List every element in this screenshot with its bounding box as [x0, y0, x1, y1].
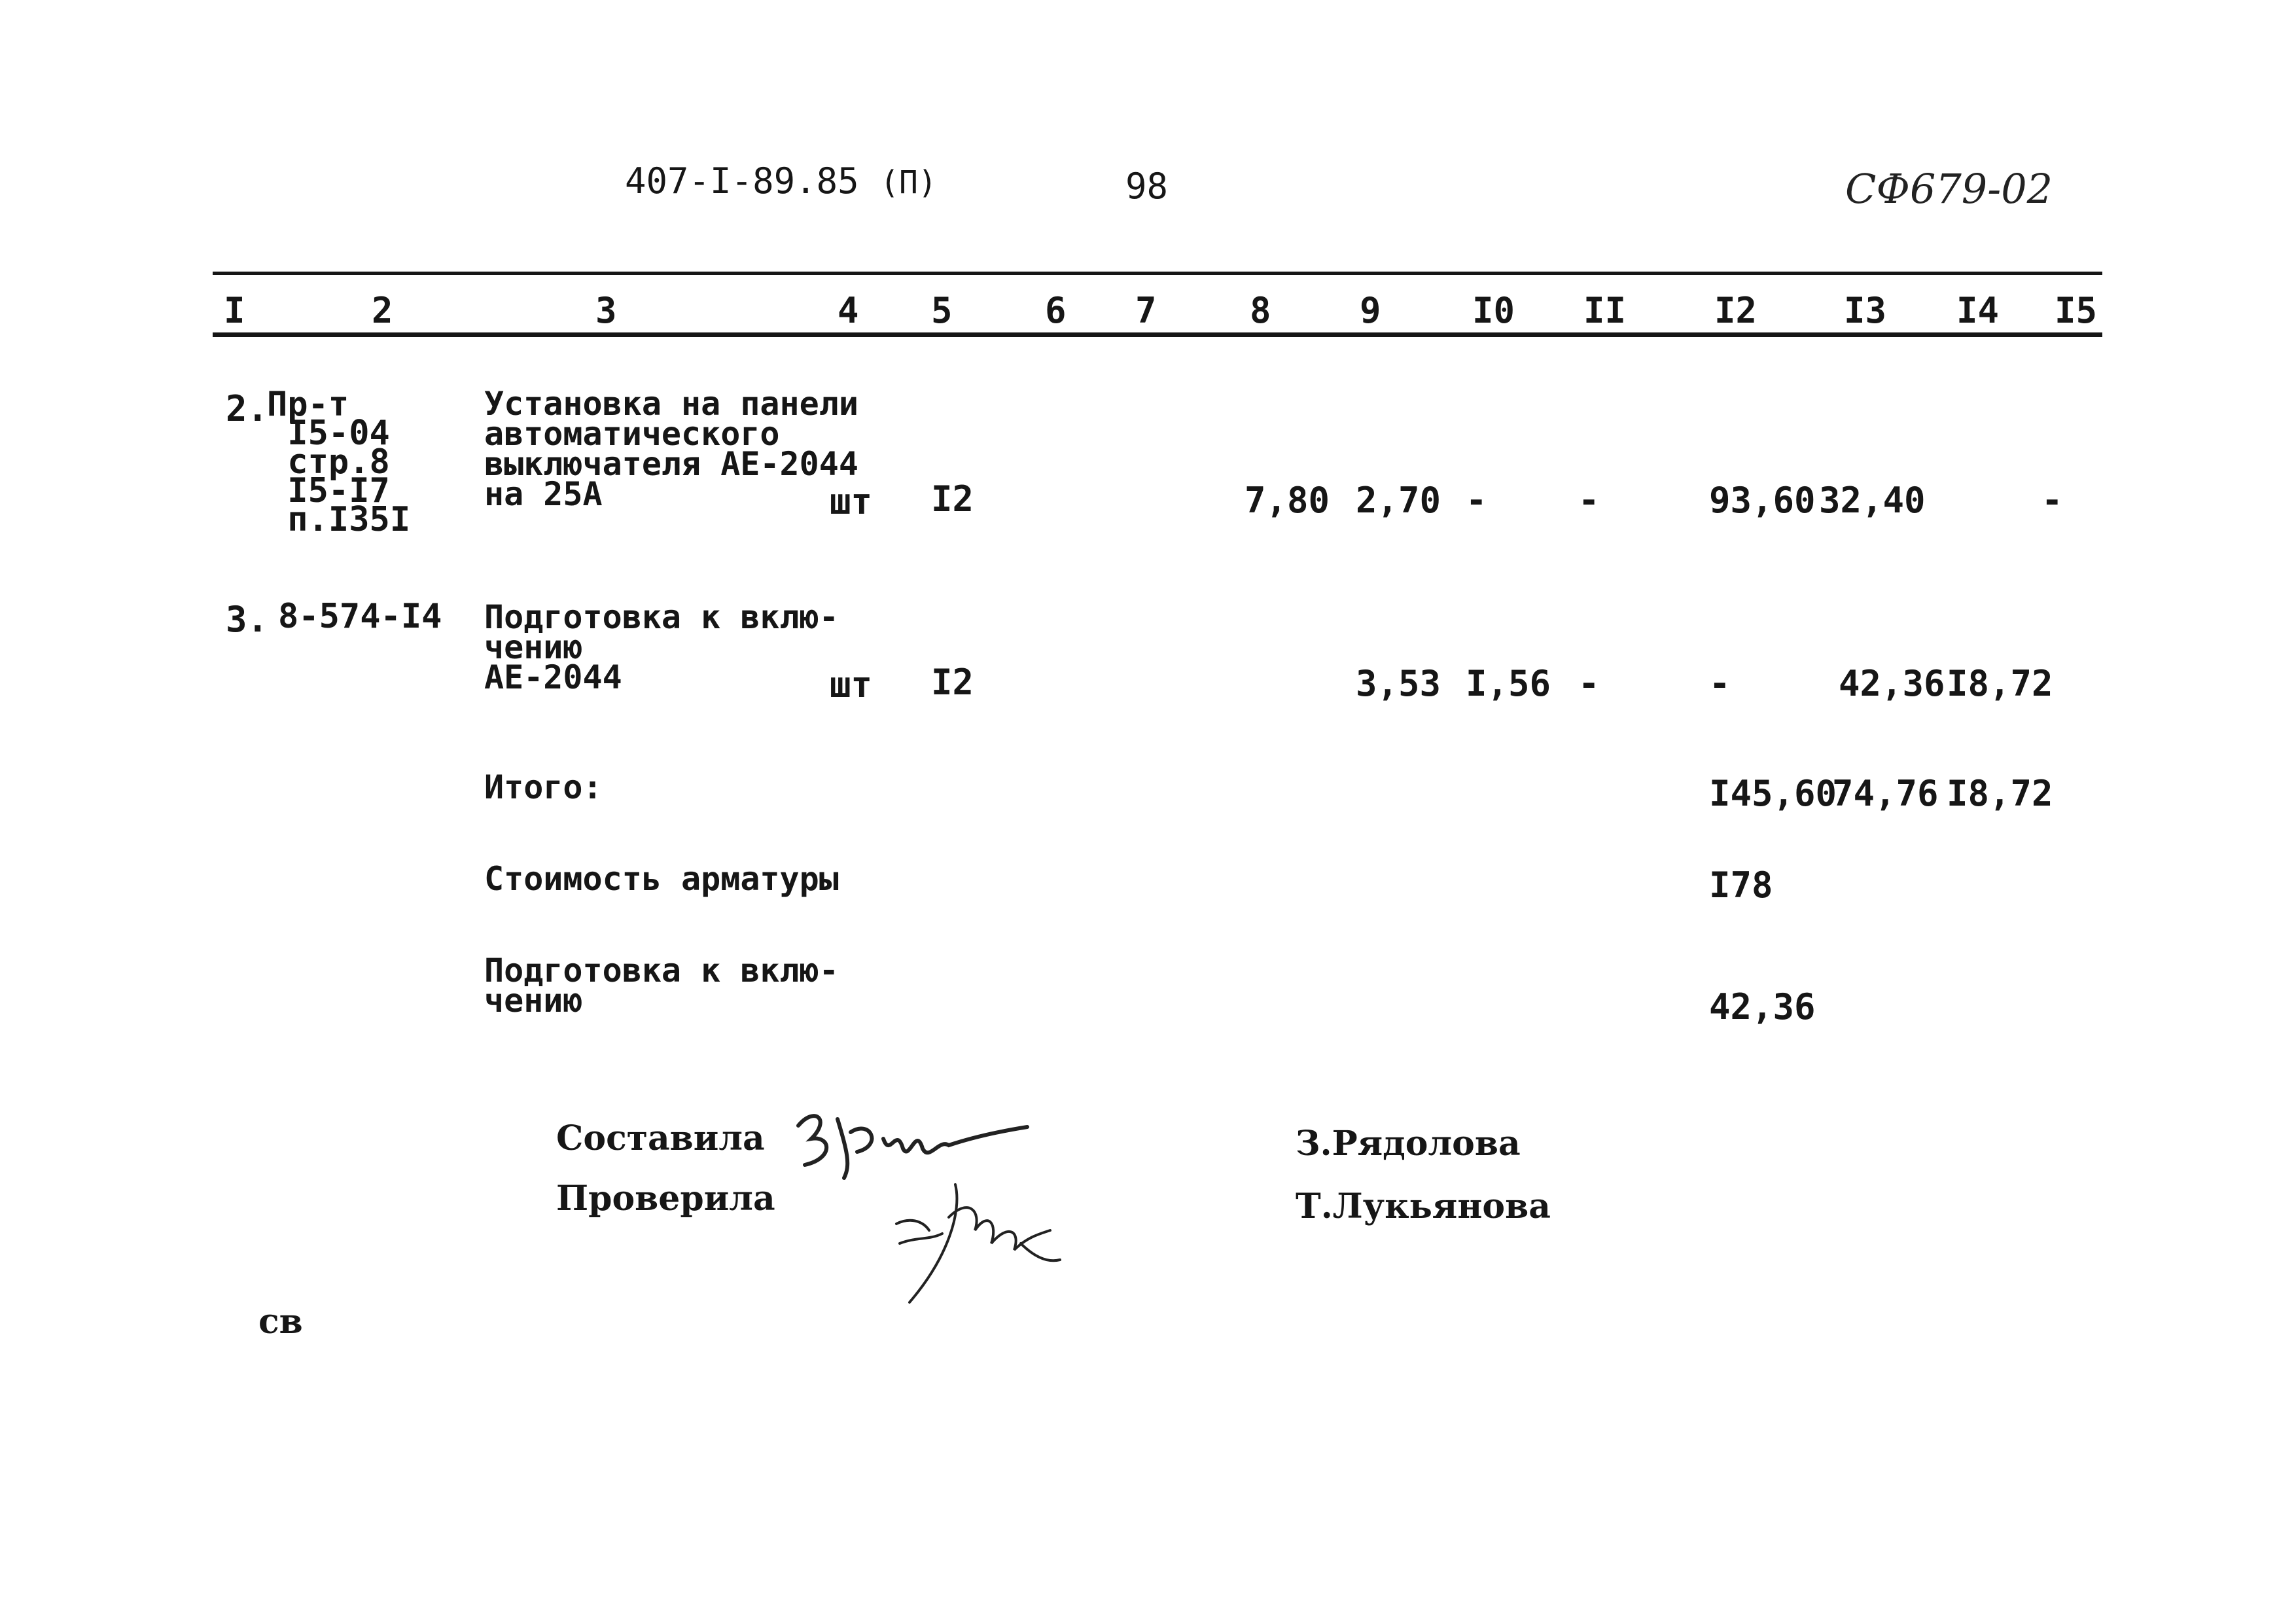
col-num-6: 6 [1045, 290, 1067, 331]
work-description: Подготовка к вклю- чению АЕ-2044 [484, 598, 839, 696]
document-code [625, 160, 937, 202]
col-num-5: 5 [931, 290, 953, 331]
document-code-text: 407-I-89.85 [625, 160, 859, 202]
col-num-2: 2 [372, 290, 393, 331]
page-number: 98 [1125, 166, 1169, 207]
col-12-value: - [1709, 663, 1731, 704]
col-12-value: 93,60 [1709, 480, 1816, 521]
col-13-value: 42,36 [1839, 663, 1945, 704]
unit: шт [830, 664, 873, 705]
col-8-value: 7,80 [1245, 480, 1330, 521]
table-top-rule [213, 272, 2102, 275]
row-number: 3. [226, 599, 269, 640]
quantity: I2 [931, 662, 974, 703]
col-11-value: - [1578, 663, 1600, 704]
archive-stamp: СФ679-02 [1845, 165, 2053, 213]
col-num-9: 9 [1360, 290, 1381, 331]
col-13-value: 32,40 [1819, 480, 1926, 521]
col-15-value: - [2041, 480, 2063, 521]
col-num-14: I4 [1956, 290, 2000, 331]
quantity: I2 [931, 478, 974, 520]
preparation-label: Подготовка к вклю- чению [484, 952, 839, 1020]
col-num-11: II [1583, 290, 1627, 331]
total-col-14: I8,72 [1947, 773, 2053, 814]
row-number: 2. [226, 388, 269, 429]
signature-mark [883, 1171, 1067, 1309]
col-num-12: I2 [1714, 290, 1757, 331]
col-num-15: I5 [2055, 290, 2098, 331]
unit: шт [830, 481, 873, 522]
totals-label: Итого: [484, 768, 603, 806]
checked-by-name: Т.Лукьянова [1296, 1186, 1551, 1226]
col-num-8: 8 [1250, 290, 1271, 331]
col-num-10: I0 [1472, 290, 1515, 331]
col-10-value: - [1466, 480, 1487, 521]
fittings-cost-value: I78 [1709, 865, 1773, 906]
work-description: Установка на панели автоматического выключателя АЕ-2044 на 25А [484, 385, 858, 513]
norm-code: Пр-т I5-04 стр.8 I5-I7 п.I35I [267, 385, 411, 539]
footer-mark: св [258, 1302, 303, 1342]
document-code-suffix: (П) [880, 164, 937, 201]
compiled-by-label: Составила [556, 1118, 765, 1158]
col-11-value: - [1578, 480, 1600, 521]
compiled-by-name: З.Рядолова [1296, 1124, 1521, 1164]
fittings-cost-label: Стоимость арматуры [484, 860, 839, 898]
total-col-12: I45,60 [1709, 773, 1837, 814]
checked-by-label: Проверила [556, 1179, 775, 1219]
checked-signature [883, 1171, 1067, 1311]
col-num-13: I3 [1844, 290, 1887, 331]
total-col-13: 74,76 [1832, 773, 1939, 814]
col-9-value: 2,70 [1356, 480, 1441, 521]
preparation-value: 42,36 [1709, 986, 1816, 1027]
col-num-1: I [224, 290, 245, 331]
col-num-3: 3 [595, 290, 617, 331]
col-num-4: 4 [838, 290, 859, 331]
table-header-rule [213, 332, 2102, 337]
col-9-value: 3,53 [1356, 663, 1441, 704]
col-14-value: I8,72 [1947, 663, 2053, 704]
col-num-7: 7 [1135, 290, 1157, 331]
norm-code: 8-574-I4 [278, 597, 442, 636]
col-10-value: I,56 [1466, 663, 1551, 704]
